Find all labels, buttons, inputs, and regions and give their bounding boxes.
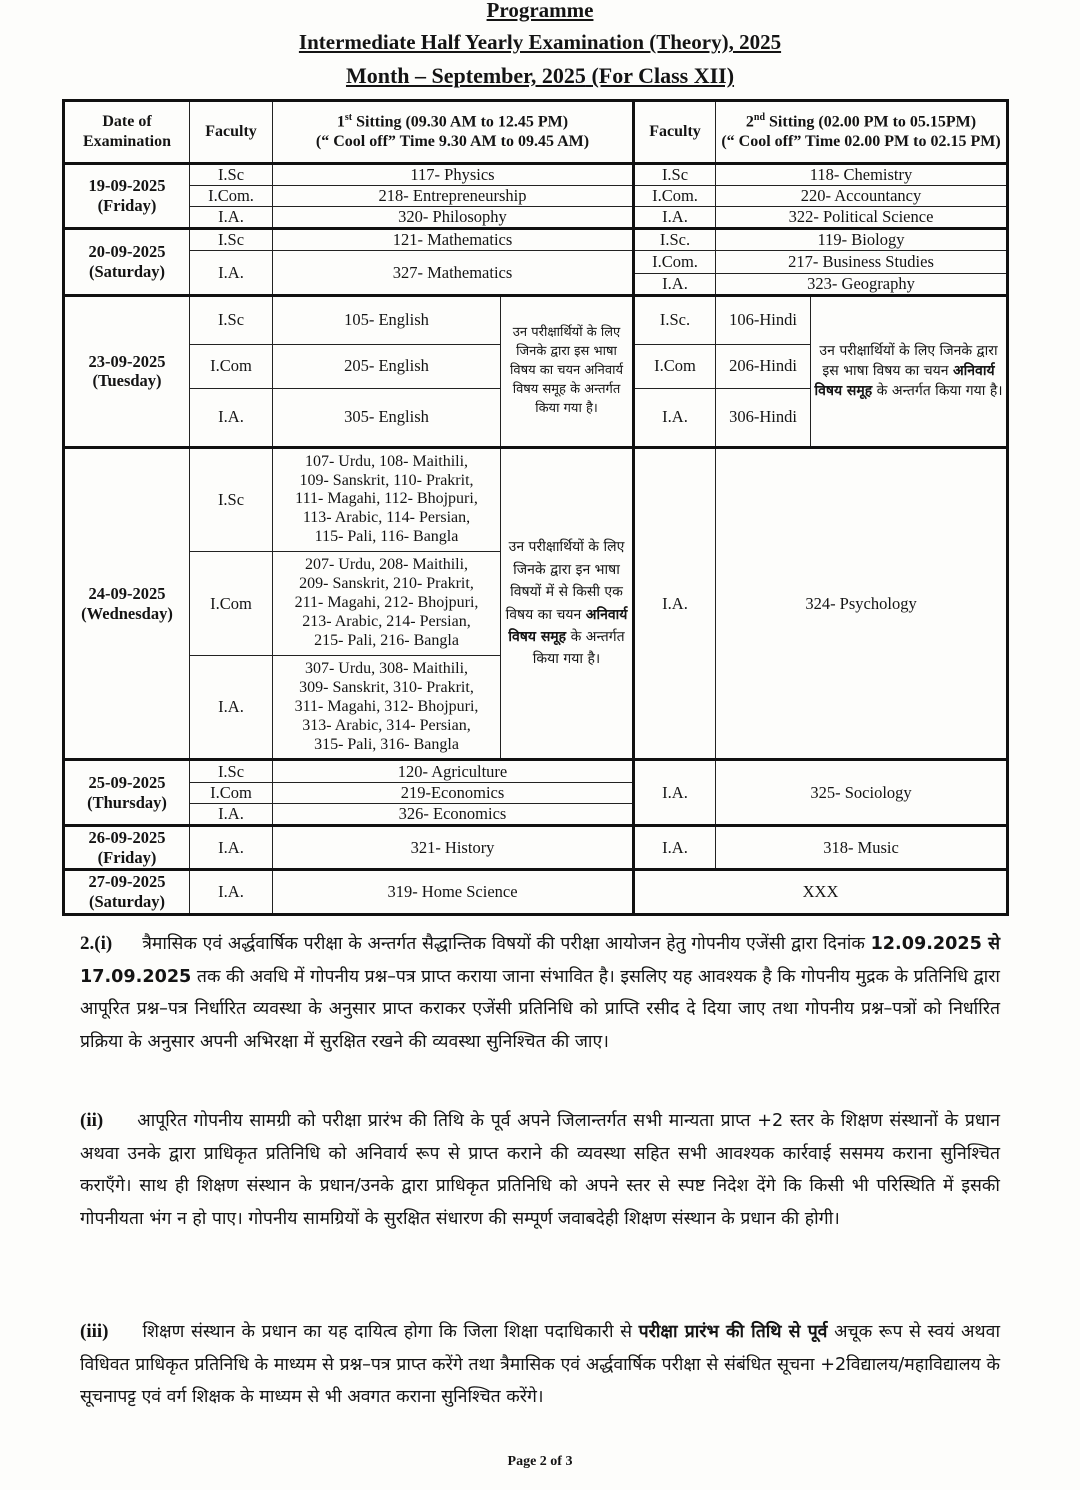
paragraph-text: शिक्षण संस्थान के प्रधान का यह दायित्व होगा कि जिला शिक्षा पदाधिकारी से: [142, 1322, 633, 1342]
faculty-cell: I.A.: [190, 870, 273, 915]
faculty-cell: I.A.: [190, 803, 273, 825]
faculty-cell: I.A.: [190, 825, 273, 870]
page-current: 2: [539, 1454, 547, 1469]
table-row: [64, 163, 1008, 185]
date-cell: [64, 163, 190, 228]
faculty-cell: I.A.: [634, 207, 716, 229]
date-cell: [64, 295, 190, 447]
sitting1-cool-off: (“ Cool off” Time 9.30 AM to 09.45 AM): [315, 133, 590, 151]
subject-cell: 321- History: [273, 825, 634, 870]
table-row: [64, 760, 1008, 782]
subject-line: 309- Sanskrit, 310- Prakrit,: [299, 679, 474, 697]
sitting2-title: Sitting (02.00 PM to 05.15PM): [769, 113, 977, 131]
of-word: of: [550, 1454, 562, 1469]
faculty-cell: I.Com.: [634, 251, 716, 273]
sitting2-header: [716, 101, 1008, 164]
day-text: (Thursday): [87, 792, 167, 812]
date-cell: [64, 447, 190, 760]
faculty-header-2: Faculty: [634, 101, 716, 164]
date-text: 23-09-2025: [88, 351, 166, 371]
subject-cell: 219-Economics: [273, 782, 634, 803]
table-row: [64, 251, 1008, 273]
month-title: [0, 63, 1080, 89]
day-text: (Friday): [97, 195, 157, 215]
table-row: [64, 295, 1008, 344]
faculty-cell: I.A.: [634, 273, 716, 295]
subject-cell: 218- Entrepreneurship: [273, 185, 634, 206]
faculty-cell: I.Com.: [634, 185, 716, 206]
subject-cell: 120- Agriculture: [273, 760, 634, 782]
subject-line: 207- Urdu, 208- Maithili,: [304, 556, 469, 574]
day-text: (Friday): [97, 847, 157, 867]
note-text: के अन्तर्गत किया गया है।: [532, 629, 625, 668]
day-text: (Tuesday): [92, 371, 162, 391]
date-text: 20-09-2025: [88, 242, 166, 262]
sitting1-ord: 1: [336, 113, 345, 131]
subject-cell: 105- English: [273, 295, 501, 344]
subject-line: 113- Arabic, 114- Persian,: [302, 509, 471, 527]
date-text: 24-09-2025: [88, 583, 166, 603]
date-text: 25-09-2025: [88, 772, 166, 792]
paragraph-text: त्रैमासिक एवं अर्द्धवार्षिक परीक्षा के अन्तर्गत सैद्धान्तिक विषयों की परीक्षा आयोजन हेतु गोपनीय एजेंसी द्वारा दिनांक: [142, 934, 865, 954]
faculty-cell: I.Com: [190, 782, 273, 803]
subject-line: 215- Pali, 216- Bangla: [314, 631, 459, 649]
subject-cell: 327- Mathematics: [273, 251, 634, 296]
paragraph-2-i: [80, 928, 1000, 1058]
subject-cell: 323- Geography: [716, 273, 1008, 295]
subject-cell: 326- Economics: [273, 803, 634, 825]
note-bold-text: अनिवार्य विषय समूह: [508, 606, 628, 645]
subject-cell: 121- Mathematics: [273, 229, 634, 251]
subject-cell: 206-Hindi: [716, 344, 811, 389]
language-subjects-cell: [273, 447, 501, 551]
subject-line: 213- Arabic, 214- Persian,: [302, 613, 471, 631]
subject-line: 211- Magahi, 212- Bhojpuri,: [294, 594, 479, 612]
day-text: (Wednesday): [81, 603, 173, 623]
subject-cell: 318- Music: [716, 825, 1008, 870]
subject-line: 107- Urdu, 108- Maithili,: [304, 452, 469, 470]
paragraph-label: 2.(i): [80, 933, 113, 954]
paragraph-text: अचूक रूप से स्वयं अथवा विधिवत प्राधिकृत प्रतिनिधि के माध्यम से प्रश्न–पत्र प्राप्त करेंगे तथा त्रैमासिक एवं अर्द्धवार्षिक परीक्षा से संबंधित सूचना +2विद्यालय/महाविद्यालय के सूचनापट्ट एवं वर्ग शिक्षक के माध्यम से भी अवगत कराना सुनिश्चित करेंगे।: [80, 1322, 1000, 1407]
subject-line: 307- Urdu, 308- Maithili,: [304, 660, 469, 678]
table-row: [64, 870, 1008, 915]
faculty-cell: I.Com.: [190, 185, 273, 206]
page-word: Page: [507, 1454, 537, 1469]
hindi-note-cell: [811, 295, 1008, 447]
subject-line: 209- Sanskrit, 210- Prakrit,: [299, 575, 474, 593]
paragraph-text: तक की अवधि में गोपनीय प्रश्न–पत्र प्राप्त कराया जाना संभावित है। इसलिए यह आवश्यक है कि गोपनीय मुद्रक के प्रतिनिधि द्वारा आपूरित प्रश्न–पत्र निर्धारित व्यवस्था के अनुसार प्राप्त कराकर एजेंसी प्रतिनिधि को प्राप्ति रसीद दे दिया जाए तथा गोपनीय प्रश्न–पत्रों को निर्धारित प्रक्रिया के अनुसार अपनी अभिरक्षा में सुरक्षित रखने की व्यवस्था सुनिश्चित की जाए।: [80, 966, 1000, 1052]
subject-cell: 106-Hindi: [716, 295, 811, 344]
subject-cell: 205- English: [273, 344, 501, 389]
faculty-cell: I.A.: [634, 447, 716, 760]
subject-cell: 322- Political Science: [716, 207, 1008, 229]
faculty-cell: I.Sc: [190, 229, 273, 251]
day-text: (Saturday): [88, 892, 166, 912]
faculty-cell: I.Sc: [190, 295, 273, 344]
exam-title: Intermediate Half Yearly Examination (Theory), 2025: [298, 30, 782, 54]
faculty-cell: I.A.: [190, 656, 273, 760]
language-note-cell: उन परीक्षार्थियों के लिए जिनके द्वारा इस भाषा विषय का चयन अनिवार्य विषय समूह के अन्तर्गत किया गया है।: [501, 295, 634, 447]
faculty-cell: I.A.: [634, 760, 716, 825]
subject-cell: 305- English: [273, 389, 501, 448]
subject-cell: 220- Accountancy: [716, 185, 1008, 206]
language-subjects-cell: [273, 551, 501, 655]
subject-cell: 119- Biology: [716, 229, 1008, 251]
subject-line: 115- Pali, 116- Bangla: [314, 528, 459, 546]
faculty-header-1: Faculty: [190, 101, 273, 164]
subject-line: 109- Sanskrit, 110- Prakrit,: [299, 471, 474, 489]
subject-line: 311- Magahi, 312- Bhojpuri,: [294, 697, 479, 715]
subject-cell: 217- Business Studies: [716, 251, 1008, 273]
emphasis-bold: परीक्षा प्रारंभ की तिथि से पूर्व: [638, 1322, 828, 1342]
table-row: [64, 447, 1008, 551]
sitting1-sup: st: [344, 111, 353, 123]
table-row: [64, 825, 1008, 870]
note-bold-text: अनिवार्य विषय समूह: [814, 363, 995, 400]
subject-cell: XXX: [634, 870, 1008, 915]
date-text: 26-09-2025: [88, 827, 166, 847]
page-number: [0, 1454, 1080, 1470]
subject-cell: 117- Physics: [273, 163, 634, 185]
table-header-row: [64, 101, 1008, 164]
month-text: Month – September, 2025: [345, 63, 586, 88]
faculty-cell: I.Sc.: [634, 229, 716, 251]
faculty-cell: I.A.: [634, 389, 716, 448]
date-header: Date of Examination: [64, 101, 190, 164]
faculty-cell: I.A.: [190, 207, 273, 229]
date-cell: [64, 870, 190, 915]
subject-cell: 320- Philosophy: [273, 207, 634, 229]
day-text: (Saturday): [88, 262, 166, 282]
date-cell: [64, 229, 190, 296]
table-row: [64, 229, 1008, 251]
faculty-cell: I.Sc: [190, 163, 273, 185]
note-text: के अन्तर्गत किया गया है।: [876, 383, 1003, 400]
paragraph-text: आपूरित गोपनीय सामग्री को परीक्षा प्रारंभ की तिथि के पूर्व अपने जिलान्तर्गत सभी मान्यता प्राप्त +2 स्तर के शिक्षण संस्थानों के प्रधान अथवा उनके द्वारा प्राधिकृत प्रतिनिधि को अनिवार्य रूप से प्राप्त कराने की व्यवस्था सहित सभी आवश्यक कार्रवाई ससमय कराना सुनिश्चित कराएँगे। साथ ही शिक्षण संस्थान के प्रधान/उनके द्वारा प्राधिकृत प्रतिनिधि को अपने स्तर से स्पष्ट निदेश देंगे कि किसी भी परिस्थिति में इसकी गोपनीयता भंग न हो पाए। गोपनीय सामग्रियों के सुरक्षित संधारण की सम्पूर्ण जवाबदेही शिक्षण संस्थान के प्रधान की होगी।: [80, 1111, 1000, 1229]
subject-line: 111- Magahi, 112- Bhojpuri,: [295, 490, 478, 508]
sitting1-header: [273, 101, 634, 164]
sitting2-ord: 2: [745, 113, 754, 131]
subject-cell: 324- Psychology: [716, 447, 1008, 760]
subject-line: 315- Pali, 316- Bangla: [314, 735, 459, 753]
faculty-cell: I.A.: [190, 389, 273, 448]
exam-schedule-table: [62, 99, 1009, 916]
page-total: 3: [565, 1454, 573, 1469]
faculty-cell: I.Sc: [634, 163, 716, 185]
paragraph-iii: [80, 1316, 1000, 1414]
language-note-cell: [501, 447, 634, 760]
faculty-cell: I.A.: [190, 251, 273, 296]
language-subjects-cell: [273, 656, 501, 760]
faculty-cell: I.Com: [634, 344, 716, 389]
subject-line: 313- Arabic, 314- Persian,: [302, 716, 471, 734]
sitting2-sup: nd: [753, 111, 766, 123]
paragraph-ii: [80, 1105, 1000, 1235]
faculty-cell: I.Sc.: [634, 295, 716, 344]
paragraph-label: (ii): [80, 1110, 104, 1131]
date-text: 27-09-2025: [88, 872, 166, 892]
date-text: 19-09-2025: [88, 176, 166, 196]
programme-heading: Programme: [486, 0, 594, 22]
sitting2-cool-off: (“ Cool off” Time 02.00 PM to 02.15 PM): [721, 133, 1001, 151]
sitting1-title: Sitting (09.30 AM to 12.45 PM): [356, 113, 569, 131]
faculty-cell: I.Sc: [190, 760, 273, 782]
table-row: [64, 207, 1008, 229]
date-cell: [64, 825, 190, 870]
note-text: उन परीक्षार्थियों के लिए जिनके द्वारा इन भाषा विषयों में से किसी एक विषय का चयन: [505, 539, 625, 623]
note-text: उन परीक्षार्थियों के लिए जिनके द्वारा इस भाषा विषय का चयन: [819, 342, 998, 380]
faculty-cell: I.Com: [190, 344, 273, 389]
faculty-cell: I.A.: [634, 825, 716, 870]
table-row: [64, 185, 1008, 206]
subject-cell: 306-Hindi: [716, 389, 811, 448]
faculty-cell: I.Com: [190, 551, 273, 655]
subject-cell: 118- Chemistry: [716, 163, 1008, 185]
faculty-cell: I.Sc: [190, 447, 273, 551]
date-cell: [64, 760, 190, 825]
date-range-bold: 12.09.2025 से 17.09.2025: [80, 934, 1000, 987]
class-text: (For Class XII): [591, 63, 735, 88]
subject-cell: 325- Sociology: [716, 760, 1008, 825]
paragraph-label: (iii): [80, 1321, 109, 1342]
subject-cell: 319- Home Science: [273, 870, 634, 915]
